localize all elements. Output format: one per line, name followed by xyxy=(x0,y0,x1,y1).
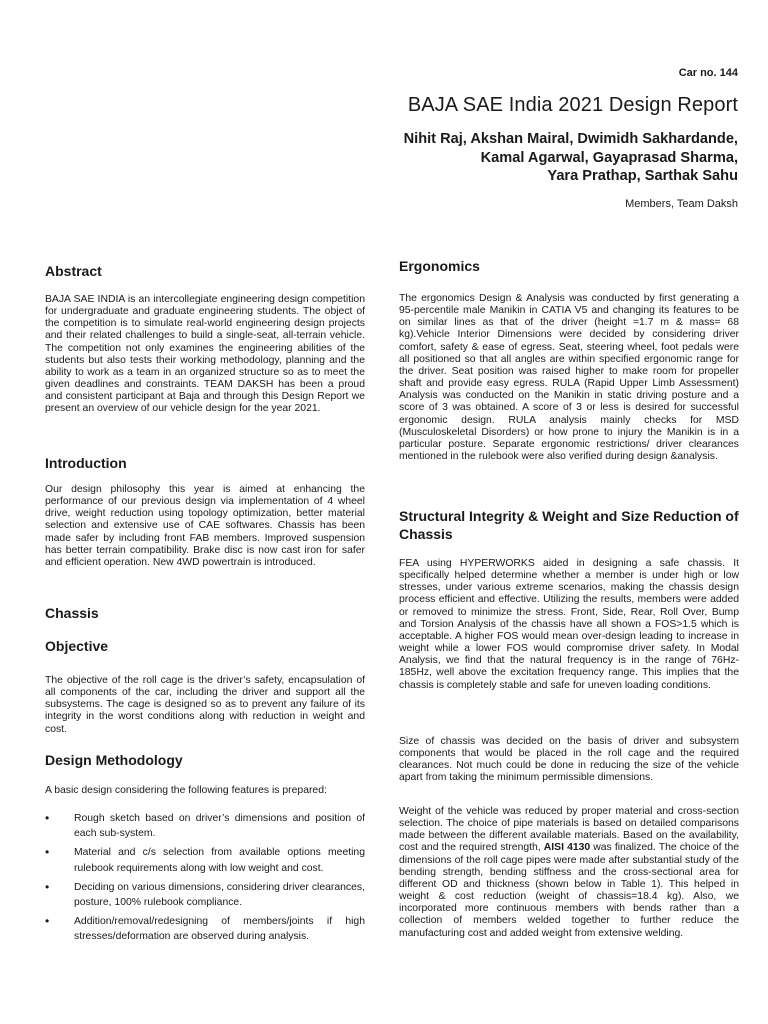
author-line: Kamal Agarwal, Gayaprasad Sharma, xyxy=(480,149,738,166)
objective-text: The objective of the roll cage is the driver’s safety, encapsulation of all components of the car, including the driver and support all the subsystems. The cage is designed so as to prevent any failure of its integrity in the worst conditions along with reduction in weight and cost. xyxy=(45,675,365,735)
methodology-list xyxy=(45,811,365,949)
methodology-intro: A basic design considering the following features is prepared: xyxy=(45,785,327,796)
bullet-icon: • xyxy=(45,811,50,825)
list-item xyxy=(45,811,365,841)
list-item xyxy=(45,880,365,910)
objective-heading: Objective xyxy=(45,638,109,654)
bullet-icon: • xyxy=(45,914,50,929)
list-item-text: Material and c/s selection from available options meeting rulebook requirements along with low weight and cost. xyxy=(74,847,365,874)
author-line: Nihit Raj, Akshan Mairal, Dwimidh Sakhardande, xyxy=(403,131,738,147)
ergonomics-text: The ergonomics Design & Analysis was conducted by first generating a 95-percentile male Manikin in CATIA V5 and changing its features to be on similar lines as that of the driver (height =1.7 m & mass= 68 kg).Vehicle Interior Dimensions were decided by considering driver comfort, safety & ease of egress. Seat, steering wheel, foot pedals were all positioned so that all angles are within specified ergonomic range for the driver. Seat position was raised higher to make room for propeller shaft and provide easy egress. RULA (Rapid Upper Limb Assessment) Analysis was conducted on the Manikin in static driving posture and a score of 3 was obtained. A score of 3 or less is desired for successful ergonomic design. RULA analysis mainly checks for MSD (Musculoskeletal Disorders) or how prone to injury the Manikin is in a particular posture. Separate ergonomic restrictions/ driver clearances mentioned in the rulebook were also verified during design &analysis. xyxy=(399,293,739,463)
paragraph-text: was finalized. The choice of the dimensions of the roll cage pipes were made after substantial study of the bending strength, bending stiffness and the cross-sectional area for different OD and thickness (shown below in Table 1). This helped in weight & cost reduction (weight of chassis=18.4 kg). Also, we incorporated more continuous members with bends rather than a collection of members welded together to further reduce the manufacturing cost and added weight from extensive welding. xyxy=(399,842,739,939)
ergonomics-heading: Ergonomics xyxy=(399,258,480,274)
introduction-heading: Introduction xyxy=(45,455,127,471)
car-number: Car no. 144 xyxy=(678,67,738,79)
list-item xyxy=(45,914,365,944)
author-line: Yara Prathap, Sarthak Sahu xyxy=(547,168,738,184)
chassis-heading: Chassis xyxy=(45,605,99,621)
list-item-text: Rough sketch based on driver’s dimensions and position of each sub-system. xyxy=(74,813,365,840)
affiliation: Members, Team Daksh xyxy=(625,198,738,210)
structural-integrity-heading: Structural Integrity & Weight and Size Reduction of Chassis xyxy=(399,508,739,542)
paragraph-text: Weight of the vehicle was reduced by proper material and cross-section selection. The choice of pipe materials is based on detailed comparisons made between the different available materials. Based on the availability, cost and the required strength, xyxy=(399,806,739,854)
list-item-text: Deciding on various dimensions, considering driver clearances, posture, 100% rulebook compliance. xyxy=(74,881,365,909)
paper-title: BAJA SAE India 2021 Design Report xyxy=(407,94,738,116)
introduction-text: Our design philosophy this year is aimed at enhancing the performance of our previous design via implementation of 4 wheel drive, weight reduction using topology optimization, better material selection and extensive use of CAE softwares. Chassis has been made safer by including front FAB members. Improved suspension has better terrain compatibility. Brake disc is now cast iron for safer and efficient operation. New 4WD powertrain is introduced. xyxy=(45,484,365,568)
abstract-heading: Abstract xyxy=(45,263,102,279)
author-list xyxy=(218,130,738,186)
abstract-text: BAJA SAE INDIA is an intercollegiate engineering design competition for undergraduate and graduate engineering students. The object of the competition is to simulate real-world engineering design projects and their related challenges to build a single-seat, all-terrain vehicle. The competition not only examines the engineering abilities of the students but also tests their working methodology, planning and the ability to work as a team in an organized structure so as to meet the given deadlines and constraints. TEAM DAKSH has been a proud and consistent participant at Baja and through this Design Report we present an overview of our vehicle design for the year 2021. xyxy=(45,294,365,415)
bullet-icon: • xyxy=(45,845,50,860)
material-name: AISI 4130 xyxy=(543,842,591,854)
design-methodology-heading: Design Methodology xyxy=(45,752,183,768)
structural-paragraph-1: FEA using HYPERWORKS aided in designing a safe chassis. It specifically helped determine whether a member is under high or low stresses, under various extreme scenarios, making the chassis design process efficient and effective. Utilizing the results, members were added or removed to minimize the stress. Front, Side, Rear, Roll Over, Bump and Torsion Analysis of the chassis have all shown a FOS>1.5 which is acceptable. A higher FOS would mean over-design leading to increase in weight while a lower FOS would compromise driver safety. In Modal Analysis, we find that the natural frequency is in the range of 76Hz-185Hz, well above the excitation frequency range. This implies that the chassis is completely stable and safe for uneven loading conditions. xyxy=(399,558,739,691)
bullet-icon: • xyxy=(45,879,50,894)
list-item-text: Addition/removal/redesigning of members/joints if high stresses/deformation are observed during analysis. xyxy=(74,916,365,943)
structural-paragraph-2: Size of chassis was decided on the basis of driver and subsystem components that would be placed in the roll cage and the required clearances. Not much could be done in reducing the size of the vehicle apart from taking the minimum permissible dimensions. xyxy=(399,736,739,784)
structural-paragraph-3 xyxy=(399,806,739,940)
list-item xyxy=(45,845,365,875)
